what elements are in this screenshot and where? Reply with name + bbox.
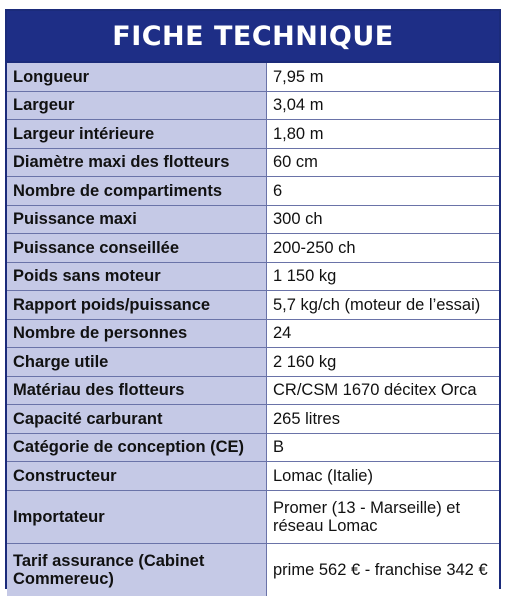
table-row <box>7 405 499 434</box>
table-row <box>7 490 499 543</box>
row-label: Rapport poids/puissance <box>7 291 267 320</box>
row-label: Nombre de compartiments <box>7 177 267 206</box>
row-value: 6 <box>267 177 500 206</box>
row-label: Capacité carburant <box>7 405 267 434</box>
row-label: Tarif assurance (Cabinet Commereuc) <box>7 543 267 596</box>
row-label: Catégorie de conception (CE) <box>7 433 267 462</box>
row-value: 3,04 m <box>267 91 500 120</box>
row-value: prime 562 € - franchise 342 € <box>267 543 500 596</box>
row-label: Importateur <box>7 490 267 543</box>
row-value: 24 <box>267 319 500 348</box>
table-row <box>7 205 499 234</box>
row-label: Nombre de personnes <box>7 319 267 348</box>
row-value: CR/CSM 1670 décitex Orca <box>267 376 500 405</box>
table-row <box>7 234 499 263</box>
table-row <box>7 148 499 177</box>
row-value: 1,80 m <box>267 120 500 149</box>
row-value: B <box>267 433 500 462</box>
row-label: Matériau des flotteurs <box>7 376 267 405</box>
table-row <box>7 91 499 120</box>
table-row <box>7 262 499 291</box>
row-label: Longueur <box>7 63 267 91</box>
row-label: Charge utile <box>7 348 267 377</box>
sheet-title: FICHE TECHNIQUE <box>7 11 499 63</box>
row-value: Lomac (Italie) <box>267 462 500 491</box>
table-row <box>7 433 499 462</box>
row-label: Constructeur <box>7 462 267 491</box>
row-value: 300 ch <box>267 205 500 234</box>
table-row <box>7 462 499 491</box>
row-label: Poids sans moteur <box>7 262 267 291</box>
row-value: Promer (13 - Marseille) et réseau Lomac <box>267 490 500 543</box>
row-label: Puissance maxi <box>7 205 267 234</box>
table-row <box>7 63 499 91</box>
row-label: Largeur <box>7 91 267 120</box>
row-value: 60 cm <box>267 148 500 177</box>
table-row <box>7 120 499 149</box>
spec-table <box>7 63 499 596</box>
table-row <box>7 319 499 348</box>
spec-sheet <box>5 9 501 589</box>
row-value: 5,7 kg/ch (moteur de l’essai) <box>267 291 500 320</box>
table-row <box>7 291 499 320</box>
row-label: Largeur intérieure <box>7 120 267 149</box>
row-label: Puissance conseillée <box>7 234 267 263</box>
table-row <box>7 177 499 206</box>
row-value: 265 litres <box>267 405 500 434</box>
row-value: 2 160 kg <box>267 348 500 377</box>
row-value: 200-250 ch <box>267 234 500 263</box>
row-value: 7,95 m <box>267 63 500 91</box>
table-row <box>7 376 499 405</box>
row-value: 1 150 kg <box>267 262 500 291</box>
table-row <box>7 543 499 596</box>
row-label: Diamètre maxi des flotteurs <box>7 148 267 177</box>
table-row <box>7 348 499 377</box>
